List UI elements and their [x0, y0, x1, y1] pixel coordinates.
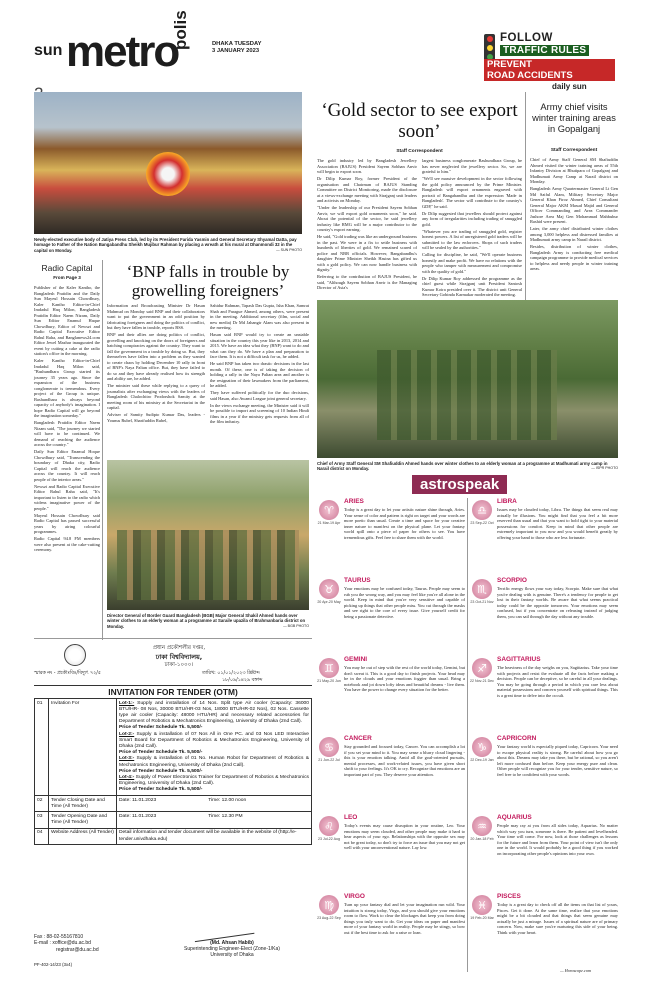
tender-bn-line-3: ঢাকা-১০০০।	[164, 662, 194, 668]
bnp-col-2	[210, 303, 309, 426]
press-club-caption	[34, 237, 302, 253]
zodiac-name: PISCES	[497, 893, 521, 900]
horoscope-entry	[317, 735, 465, 814]
tender-lot-price: Price of Tender Schedule Tk. 5,500/-	[119, 768, 203, 774]
bnp-col-1	[107, 303, 205, 425]
zodiac-name: TAURUS	[344, 577, 371, 584]
horoscope-entry	[317, 814, 465, 893]
soldier-shape	[377, 350, 557, 440]
bgb-caption	[107, 613, 309, 629]
army-photo-caption	[317, 461, 618, 472]
tender-lot-price: Price of Tender Schedule Tk. 5,500/-	[119, 787, 203, 793]
gold-paragraph: Dr Dilip Kumar Roy addressed the programme as the chief guest while Sirajganj unit President Santosh Kumar Koira presided over it. The district unit General Secretary Gobinda Karmakar moderated the meeting.	[422, 275, 522, 297]
army-body	[530, 157, 618, 273]
radio-paragraph: Newszi and Radio Capital Executive Editor Rahul Raha said, "It's important to listen to the radio which widens imaginative power of the people."	[34, 483, 100, 511]
horoscope-entry	[317, 577, 465, 656]
tender-lot: Lot-4:- Supply of Power Electronics Trainer for Department of Robotics & Mechatronics Engineering, University of Dhaka (2nd Call).	[119, 774, 309, 787]
tender-row-label: Website Address (All Tender)	[49, 828, 117, 844]
astro-left-column	[317, 498, 465, 972]
horoscope-text: Today's events may cause disruption in your routine, Leo. Your emotions may seem clouded, and other people may make it hard to hear aspects of your ego. Relationships with the opposite sex may not be great today, so don't try to force an issue that you may not get well with your unconventional nature. Lay low.	[344, 823, 465, 850]
astro-credit: — Horoscope.com	[560, 968, 592, 973]
tender-date: Date: 11.01.2023	[119, 813, 157, 819]
ad-road-accidents: ROAD ACCIDENTS	[484, 70, 615, 81]
radio-paragraph: Mayeul Hossain Chowdhury said Radio Capital has passed successful years by airing colourful programmes.	[34, 512, 100, 534]
gold-col-2	[422, 158, 522, 299]
gold-paragraph: largest business conglomerate Bashundhara Group, he has never neglected the jewellery sector. So, we are grateful to him."	[422, 158, 522, 174]
tender-row-no: 02	[35, 796, 49, 812]
tender-bn-line-2: ঢাকা বিশ্ববিদ্যালয়,	[155, 653, 203, 661]
zodiac-dates: 23 Aug-22 Sep	[317, 916, 341, 920]
tender-email-2[interactable]: registrar@du.ac.bd	[56, 946, 99, 953]
tender-title: INVITATION FOR TENDER (OTM)	[34, 685, 312, 699]
tender-lot-price: Price of Tender Schedule Tk. 5,500/-	[119, 750, 203, 756]
zodiac-dates: 23 Sep-22 Oct	[470, 521, 494, 525]
tender-date: Date: 11.01.2023	[119, 797, 157, 803]
army-photo	[317, 300, 618, 458]
zodiac-dates: 20 Apr-20 May	[317, 600, 341, 604]
tender-row	[35, 796, 312, 812]
gold-paragraph: Dr Dilip suggested that jewellers should protect against any form of irregularities including trading of smuggled gold.	[422, 210, 522, 227]
zodiac-icon: ♑ 22 Dec-19 Jan	[470, 737, 494, 762]
astro-title: astrospeak	[412, 475, 507, 494]
radio-body	[34, 285, 100, 554]
signer-org: University of Dhaka	[210, 952, 254, 959]
zodiac-name: VIRGO	[344, 893, 365, 900]
tender-row-label: Tender Opening Date and Time (All Tender)	[49, 812, 117, 828]
tender-row-no: 04	[35, 828, 49, 844]
tender-ref: স্মারক নং - প্রকৌঃবিঃ/বিদ্যুৎ ৭২/৫	[34, 671, 101, 676]
divider-astro	[467, 498, 468, 972]
horoscope-entry	[470, 498, 618, 577]
army-paragraph: Later, the army chief distributed winter clothes among 3,000 helpless and distressed families at Madhumati army camp in Narail district.	[530, 226, 618, 242]
horoscope-text: Today is a great day to let your artistic nature shine through, Aries. Your sense of color and pattern is right on target and your words are more poetic than usual. Create a time and space for your creative inner nature to manifest on the physical plane. Let your fantasy world spill onto a piece of paper for others to see. You have tremendous gifts. Feel free to share them with the world.	[344, 507, 465, 540]
zodiac-dates: 23 Oct-21 Nov	[470, 600, 494, 604]
tender-row	[35, 812, 312, 828]
tender-lot: Lot-1:- Supply and installation of 14 Nos. Split type Air cooler (Capacity: 36000 BTU/HR- 08 Nos, 30000 BTU/HR-03 Nos, 18000 BTU/HR-02 Nos), 02 Nos. Cassette type air cooler (Capacity: 48000 HTU/HR) and necessary related accessories for Department of Robotics & Mechatronics Engineering, University of Dhaka (2nd Call).	[119, 700, 309, 725]
army-paragraph: Chief of Army Staff General SM Shafiuddin Ahmed visited the winter training areas of 55th Infantry Division at Bhutipara of Gopalganj and Madhumati Army Camp at Narail district on Monday.	[530, 157, 618, 184]
horoscope-entry	[470, 656, 618, 735]
brand-sun: sun	[34, 42, 63, 59]
gold-headline: ‘Gold sector to see export soon’	[321, 100, 518, 142]
press-club-caption-text: Newly-elected executive body of Jatiya Press Club, led by its President Farida Yasmin and General Secretary Shyamal Datta, pay homage to Father of the Nation Bangabandhu Sheikh Mujibur Rahman by placing a wreath at his mural at Dhanmondi 32 in the capital on Monday.	[34, 237, 297, 253]
zodiac-name: CANCER	[344, 735, 372, 742]
zodiac-dates: 22 Dec-19 Jan	[470, 758, 494, 762]
radio-headline: Radio Capital	[41, 263, 93, 273]
signer-title: Superintending Engineer-Elect (Zone-1/Ka)	[184, 946, 280, 953]
bnp-paragraph: He said BNP has taken two drastic decisions in the last month. Of these, one is of taking the decision of holding a rally in the Naya Paltan area and another is the resignation of their lawmakers from the parliament, he added.	[210, 361, 309, 388]
bnp-headline: ‘BNP falls in trouble by growelling foreigners’	[126, 262, 290, 300]
zodiac-icon: ♎ 23 Sep-22 Oct	[470, 500, 494, 525]
tender-row-label: Tender Closing Date and Time (All Tender)	[49, 796, 117, 812]
ad-prevent: PREVENT	[484, 59, 615, 70]
horoscope-entry	[470, 577, 618, 656]
zodiac-name: LIBRA	[497, 498, 517, 505]
army-byline: Staff Correspondent	[550, 148, 598, 153]
army-paragraph: Besides, distribution of winter clothes, Bangladesh Army is conducting free medical campaign programme to provide medical services to helpless and needy people in winter training areas.	[530, 244, 618, 271]
zodiac-dates: 19 Feb-20 Mar	[470, 916, 494, 920]
horoscope-text: Stay grounded and focused today, Cancer. You can accomplish a lot if you set your mind to it. You may sense a blurry cloud lingering - this is your emotion talking. Amid all the goal-oriented pursuits, mental processes, and work-related issues, you have given short shrift to your feelings. It's OK to cry. Recognize that emotions are an important part of you. They deserve your attention.	[344, 744, 465, 777]
bnp-paragraph: They have suffered politically for the duo decisions, said Hasan, also Awami League joint general secretary.	[210, 390, 309, 401]
horoscope-entry	[317, 498, 465, 577]
zodiac-name: LEO	[344, 814, 358, 821]
tender-email-1[interactable]: xoffice@du.ac.bd	[52, 940, 91, 947]
bgb-photo	[107, 460, 309, 610]
tender-row-datetime	[117, 812, 312, 828]
divider-radio	[102, 260, 103, 640]
radio-paragraph: Kaler Kantho Editor-in-Chief Imdadul Haq Milon said, "Bashundhara Group started its journey 35 years ago. Since the expansion of the business conglomerate is tremendous. Every project of the Group is unique. Bashundhara is always beyond capacity of anybody's imagination. I hope Radio Capital will go beyond the imagination someday."	[34, 358, 100, 418]
astro-right-column	[470, 498, 618, 972]
tender-footer-code: PF-402-14/23 (3x4)	[34, 962, 73, 967]
zodiac-dates: 21 May-20 Jun	[317, 679, 341, 683]
zodiac-dates: 21 Mar-19 Apr	[317, 521, 341, 525]
gold-paragraph: Referring to the contribution of BAJUS President, he said, "Although Sayem Sobhan Anvir is the Managing Director of Asia's	[317, 274, 417, 290]
horoscope-entry	[317, 656, 465, 735]
tender-row	[35, 699, 312, 796]
horoscope-entry	[470, 735, 618, 814]
tender-signer	[152, 940, 312, 959]
gold-paragraph: Dr Dilip Kumar Roy, former President of the organisation and Chairman of BAJUS Standing Committee on District Monitoring, made the disclosure at a views-exchange meeting with Sirajganj unit leaders and activists on Monday.	[317, 176, 417, 203]
horoscope-text: Today is a great day to check off all the items on that list of yours, Pisces. Get it done. At the same time, realize that your emotions might be a bit clouded and that things that seem genuine may actually be just a mirage. Issues of a spiritual nature are of primary concern. Now, make sure you're nurturing this side of your being. Think with your heart.	[497, 902, 618, 935]
zodiac-dates: 20 Jan-18 Feb	[470, 837, 494, 841]
brand-polis: polis	[171, 10, 190, 50]
radio-paragraph: Publisher of the Kaler Kantho, the Bangladesh Pratidin and the Daily Sun Mayeul Hossain Chowdhury, Kaler Kantho Editor-in-Chief Imdadul Haq Milon, Bangladesh Pratidin Editor Naem Nizam, Daily Sun Editor Enamul Haque Chowdhury, Editor of Newszi and Radio Capital Executive Editor Rahul Raha, and Banglanews24.com Editor Jewel Mazhar inaugurated the event by cutting a cake at the radio station's office in the morning.	[34, 285, 100, 356]
masthead	[0, 0, 650, 90]
horoscope-text: The heaviness of the day weighs on you, Sagittarius. Take your time with projects and resist the evaluate all the facts before making a decision. People can be deceptive, so be careful in all your dealings. You may be going through a period in which you care less about material possessions and concern yourself with spiritual things. This is a great time to delve into the occult.	[497, 665, 618, 698]
dateline-city: DHAKA TUESDAY	[212, 41, 262, 47]
astro-header	[317, 474, 618, 496]
horoscope-text: Issues may be clouded today, Libra. The things that seem real may actually be illusions. You might find that you feel a bit more reserved than usual and that you want to hold tight to your material possessions for comfort. Keep in mind that other people are extremely important to you now and you would benefit greatly by offering your hand to those who are less fortunate.	[497, 507, 618, 540]
zodiac-icon: ♒ 20 Jan-18 Feb	[470, 816, 494, 841]
tender-time: Time: 12.30 PM	[208, 813, 243, 819]
zodiac-dates: 22 Nov-21 Dec	[470, 679, 494, 683]
du-seal-icon	[64, 644, 86, 666]
zodiac-icon: ♋ 21 Jun-22 Jul	[317, 737, 341, 762]
zodiac-icon: ♈ 21 Mar-19 Apr	[317, 500, 341, 525]
radio-paragraph: Daily Sun Editor Enamul Hoque Chowdhury said, "Transcending the boundary of Dhaka city, Radio Capital will reach the audience across the country. It will reach people of the interior areas."	[34, 449, 100, 482]
horoscope-entry	[317, 893, 465, 972]
zodiac-icon: ♏ 23 Oct-21 Nov	[470, 579, 494, 604]
tender-row-label: Invitation For	[49, 699, 117, 796]
zodiac-icon: ♐ 22 Nov-21 Dec	[470, 658, 494, 683]
bnp-paragraph: Information and Broadcasting Minister Dr Hasan Mahmud on Monday said BNP and their collaborators want to put the government in an odd position by fabricating foreigners and doing the politics of conflict, but they have fallen in trouble, reports BSS.	[107, 303, 205, 330]
divider-tender	[34, 638, 312, 639]
radio-paragraph: Bangladesh Pratidin Editor Naem Nizam said, "The journey we started will have to be continued. We demand of reaching the audience across the country."	[34, 420, 100, 447]
tender-lot: Lot-3:- Supply & installation of 01 No. Human Robot for Department of Robotics & Mechatronics Engineering, University of Dhaka (2nd Call).	[119, 756, 309, 768]
tender-email-row: E-mail : xoffice@du.ac.bd	[34, 940, 91, 947]
tender-table	[34, 698, 312, 845]
tender-date-bn-1: তারিখ: ০১/০১/২০২৩ খ্রিষ্টাব্দ	[202, 671, 260, 676]
horoscope-text: Terrific energy flows your way today, Scorpio. Make sure that what you're dealing with is genuine. There's a tendency for people to get lost in their fantasy worlds. Be aware that what seems practical today could be the opposite tomorrow. Your emotions may seem confused, but if you concentrate on releasing instead of judging them, you can sail through the day without any trouble.	[497, 586, 618, 619]
bnp-paragraph: The minister said these while replying to a query of journalists after exchanging views with the leaders of Bangladesh Chalochitro Prodorshok Samity at the meeting room of his ministry at the Secretariat in the capital.	[107, 383, 205, 410]
tender-lots	[117, 699, 312, 796]
gold-paragraph: "Whatever you are trading of smuggled gold, register honest powers. A list of unregistered gold traders will be submitted to the law enforcers. Shops of such traders will be sealed by the authorities."	[422, 228, 522, 250]
ad-brand: daily sun	[552, 82, 587, 91]
traffic-rules-ad	[480, 32, 618, 90]
zodiac-name: GEMINI	[344, 656, 368, 663]
zodiac-name: ARIES	[344, 498, 364, 505]
bnp-paragraph: In the views exchange meeting, the Minister said it will be possible to import and screening of 10 Indian Hindi films in a year if the ministry gets requests from all of the film industry.	[210, 402, 309, 424]
bnp-paragraph: Adviser of Samity Sudipto Kumar Das, leaders - Younus Rubel, Sharifuddin Rubel,	[107, 412, 205, 423]
bnp-paragraph: BNP and their allies are doing politics of conflict, grovelling and knocking on the doors of foreigners and hatching conspiracies against the country. They want to fall the government in a trouble by doing so. But, they themselves have fallen into a problem as they wanted to create chaos by holding December 10 rally in front of BNP's Naya Paltan office. But, they have failed to do so and they have already realised how its strength and ability are, he added.	[107, 332, 205, 381]
gold-paragraph: The gold industry led by Bangladesh Jewellery Association (BAJUS) President Sayem Sobhan Anvir will begin to export soon.	[317, 158, 417, 174]
tender-notice	[34, 642, 312, 972]
gold-paragraph: "Under the leadership of our President Sayem Sobhan Anvir, we will export gold ornaments soon," he said. About the potential of the sector, he said jewellery industry like RMG will be a major contributor to the country's export earning.	[317, 205, 417, 232]
brand-metro: metro	[66, 27, 179, 76]
tender-row-datetime	[117, 796, 312, 812]
tender-bn-line-1: প্রধান প্রকৌশলীর দপ্তর,	[152, 645, 206, 651]
radio-paragraph: Radio Capital 94.8 FM members were also present at the cake-cutting ceremony.	[34, 536, 100, 552]
gold-paragraph: "We'll see massive development in the sector following the gold policy announced by the Prime Minister. Bangladesh will export ornaments engraved with portrait of Bangabandhu and the expression 'Made in Bangladesh'. The sector will contribute to the country's GDP," he said.	[422, 176, 522, 209]
horoscope-text: You may be out of step with the rest of the world today, Gemini, but don't sweat it. This is a good day to finish projects. Your head may be in the clouds and your emotions foggier than usual. Bring a notebook and jot down lofty ideas and beautiful dreams - live them. You have the power to change every situation for the better.	[344, 665, 465, 692]
bgb-caption-credit: — BGB PHOTO	[283, 623, 309, 628]
tender-date-bn-2: ১৮/০৯/১৪২৯ বঙ্গাব্দ	[222, 678, 263, 683]
gold-paragraph: He said, "Gold trading was like an underground business in the past. We were in a fix to settle business with hundreds of liberties of gold. We remained scared of police and NBR officials. However, Bangabandhu's daughter Prime Minister Sheikh Hasina has gifted us with a gold policy. We can now handle business with dignity."	[317, 234, 417, 272]
horoscope-entry	[470, 893, 618, 972]
signer-name: (Md. Ahsan Habib)	[210, 940, 254, 946]
zodiac-icon: ♓ 19 Feb-20 Mar	[470, 895, 494, 920]
bgb-caption-text: Director General of Border Guard Bangladesh (BGB) Major General Shakil Ahmed hands over winter clothes to an elderly woman at a programme at Saraile upazila of Brahmanbaria district on Monday.	[107, 613, 306, 629]
tender-lot-price: Price of Tender Schedule Tk. 5,500/-	[119, 725, 203, 731]
ad-follow: FOLLOW	[500, 32, 553, 44]
army-paragraph: Bangladesh Army Quartermaster General Lt Gen Md Saiful Alam, Military Secretary Major General Khan Firoz Ahmed, Chief Consultant General Major AKM Masud Majid and General Officer Commanding and Area Commander Jashore Area Maj Gen Mohammad Mahbubur Rashid were present.	[530, 186, 618, 224]
tender-contact	[34, 934, 99, 953]
army-caption-text: Chief of Army Staff General SM Shafiuddin Ahmed hands over winter clothes to an elderly woman at a programme at Madhumati army camp in Narail district on Monday.	[317, 461, 608, 472]
radio-from-page: From Page 3	[53, 275, 81, 280]
crowd-shape	[117, 530, 299, 600]
zodiac-dates: 23 Jul-22 Aug	[318, 837, 340, 841]
tender-time: Time: 12.00 noon	[208, 797, 247, 803]
bnp-paragraph: Sahidur Rahman, Tapash Das Gupta, Isha Khan, Samrat Shah and Parague Ahmed, among others, were present in the meeting. Additional secretary (film, social and new media) Dr Md Jahangir Alam was also present in the meeting.	[210, 303, 309, 330]
army-caption-credit: — ISPR PHOTO	[591, 466, 618, 471]
zodiac-name: SAGITTARIUS	[497, 656, 541, 663]
wreath-shape	[146, 152, 190, 196]
zodiac-name: CAPRICORN	[497, 735, 537, 742]
zodiac-icon: ♉ 20 Apr-20 May	[317, 579, 341, 604]
tender-website[interactable]: Detail information and tender document will be available in the website of (http://e-tender.univdhaka.edu)	[117, 828, 312, 844]
zodiac-name: SCORPIO	[497, 577, 527, 584]
zodiac-dates: 21 Jun-22 Jul	[318, 758, 340, 762]
press-club-credit: — SUN PHOTO	[276, 247, 302, 252]
horoscope-text: Your emotions may be confused today, Taurus. People may seem to rub you the wrong way, and you may feel like you're all alone in the world. Keep in mind that you're very sensitive and capable of picking up things that other people miss. You cut through the masks and see right to the core of every issue. Give yourself credit for being a passionate detective.	[344, 586, 465, 619]
tender-row-no: 01	[35, 699, 49, 796]
tender-row-no: 03	[35, 812, 49, 828]
army-headline: Army chief visits winter training areas in Gopalganj	[532, 102, 616, 134]
horoscope-entry	[470, 814, 618, 893]
horoscope-text: Your fantasy world is especially piqued today, Capricorn. Your need to escape physical reality is strong. Be careful about how you go about this. Dreams may take you there, but be rational, so you aren't left more confused than before. Keep your energy pure and clean. Other people will recognize you for your tender, sensitive nature, so feel free to be confident with your words.	[497, 744, 618, 777]
dateline-date: 3 JANUARY 2023	[212, 48, 260, 54]
tender-lot: Lot-2:- Supply & installation of 07 Nos All in One PC. and 03 Nos LED Interactive Smart Board for Department of Robotics & Mechatronics Engineering, University of Dhaka (2nd Call).	[119, 731, 309, 749]
press-club-photo	[34, 92, 302, 234]
horoscope-text: People may ray at you from all sides today, Aquarius. No matter which way you turn, someone is there. Be patient and levelheaded. Your time will come. For now, look at those challenges as lessons for the future and learn from them. Your point of view isn't the only one in the world. It would probably be a good thing if you worked on incorporating other people's opinions into your own.	[497, 823, 618, 856]
bnp-paragraph: Hasan said BNP would try to create an unstable situation in the country this year like in 2013, 2014 and 2015. We have an idea what they (BNP) want to do and what can they do. We have a plan and preparation to face them. It is not a difficult task for us, he added.	[210, 332, 309, 359]
zodiac-icon: ♊ 21 May-20 Jun	[317, 658, 341, 683]
traffic-light-icon	[484, 34, 495, 62]
ad-traffic-rules: TRAFFIC RULES	[500, 45, 589, 56]
tender-fax: Fax : 88-02-55167810	[34, 934, 84, 940]
horoscope-text: Turn up your fantasy dial and let your imagination run wild. Your intuition is strong today, Virgo, and you should give your emotions room to flow. Work to clear the blockages that keep you from doing things you truly want to do. Get your ideas on paper and manifest more of your fantasy world in reality. People may be stingy, so bow out if the best time to ask for a raise or loan.	[344, 902, 465, 935]
zodiac-name: AQUARIUS	[497, 814, 532, 821]
gold-col-1	[317, 158, 417, 292]
gold-paragraph: Calling for discipline, he said, "We'll operate business honestly and make profit. We have no relations with the people who tamper with measurement and compromise with the quality of gold."	[422, 252, 522, 274]
gold-byline: Staff Correspondent	[396, 149, 443, 154]
zodiac-icon: ♌ 23 Jul-22 Aug	[317, 816, 341, 841]
tender-row	[35, 828, 312, 844]
zodiac-icon: ♍ 23 Aug-22 Sep	[317, 895, 341, 920]
